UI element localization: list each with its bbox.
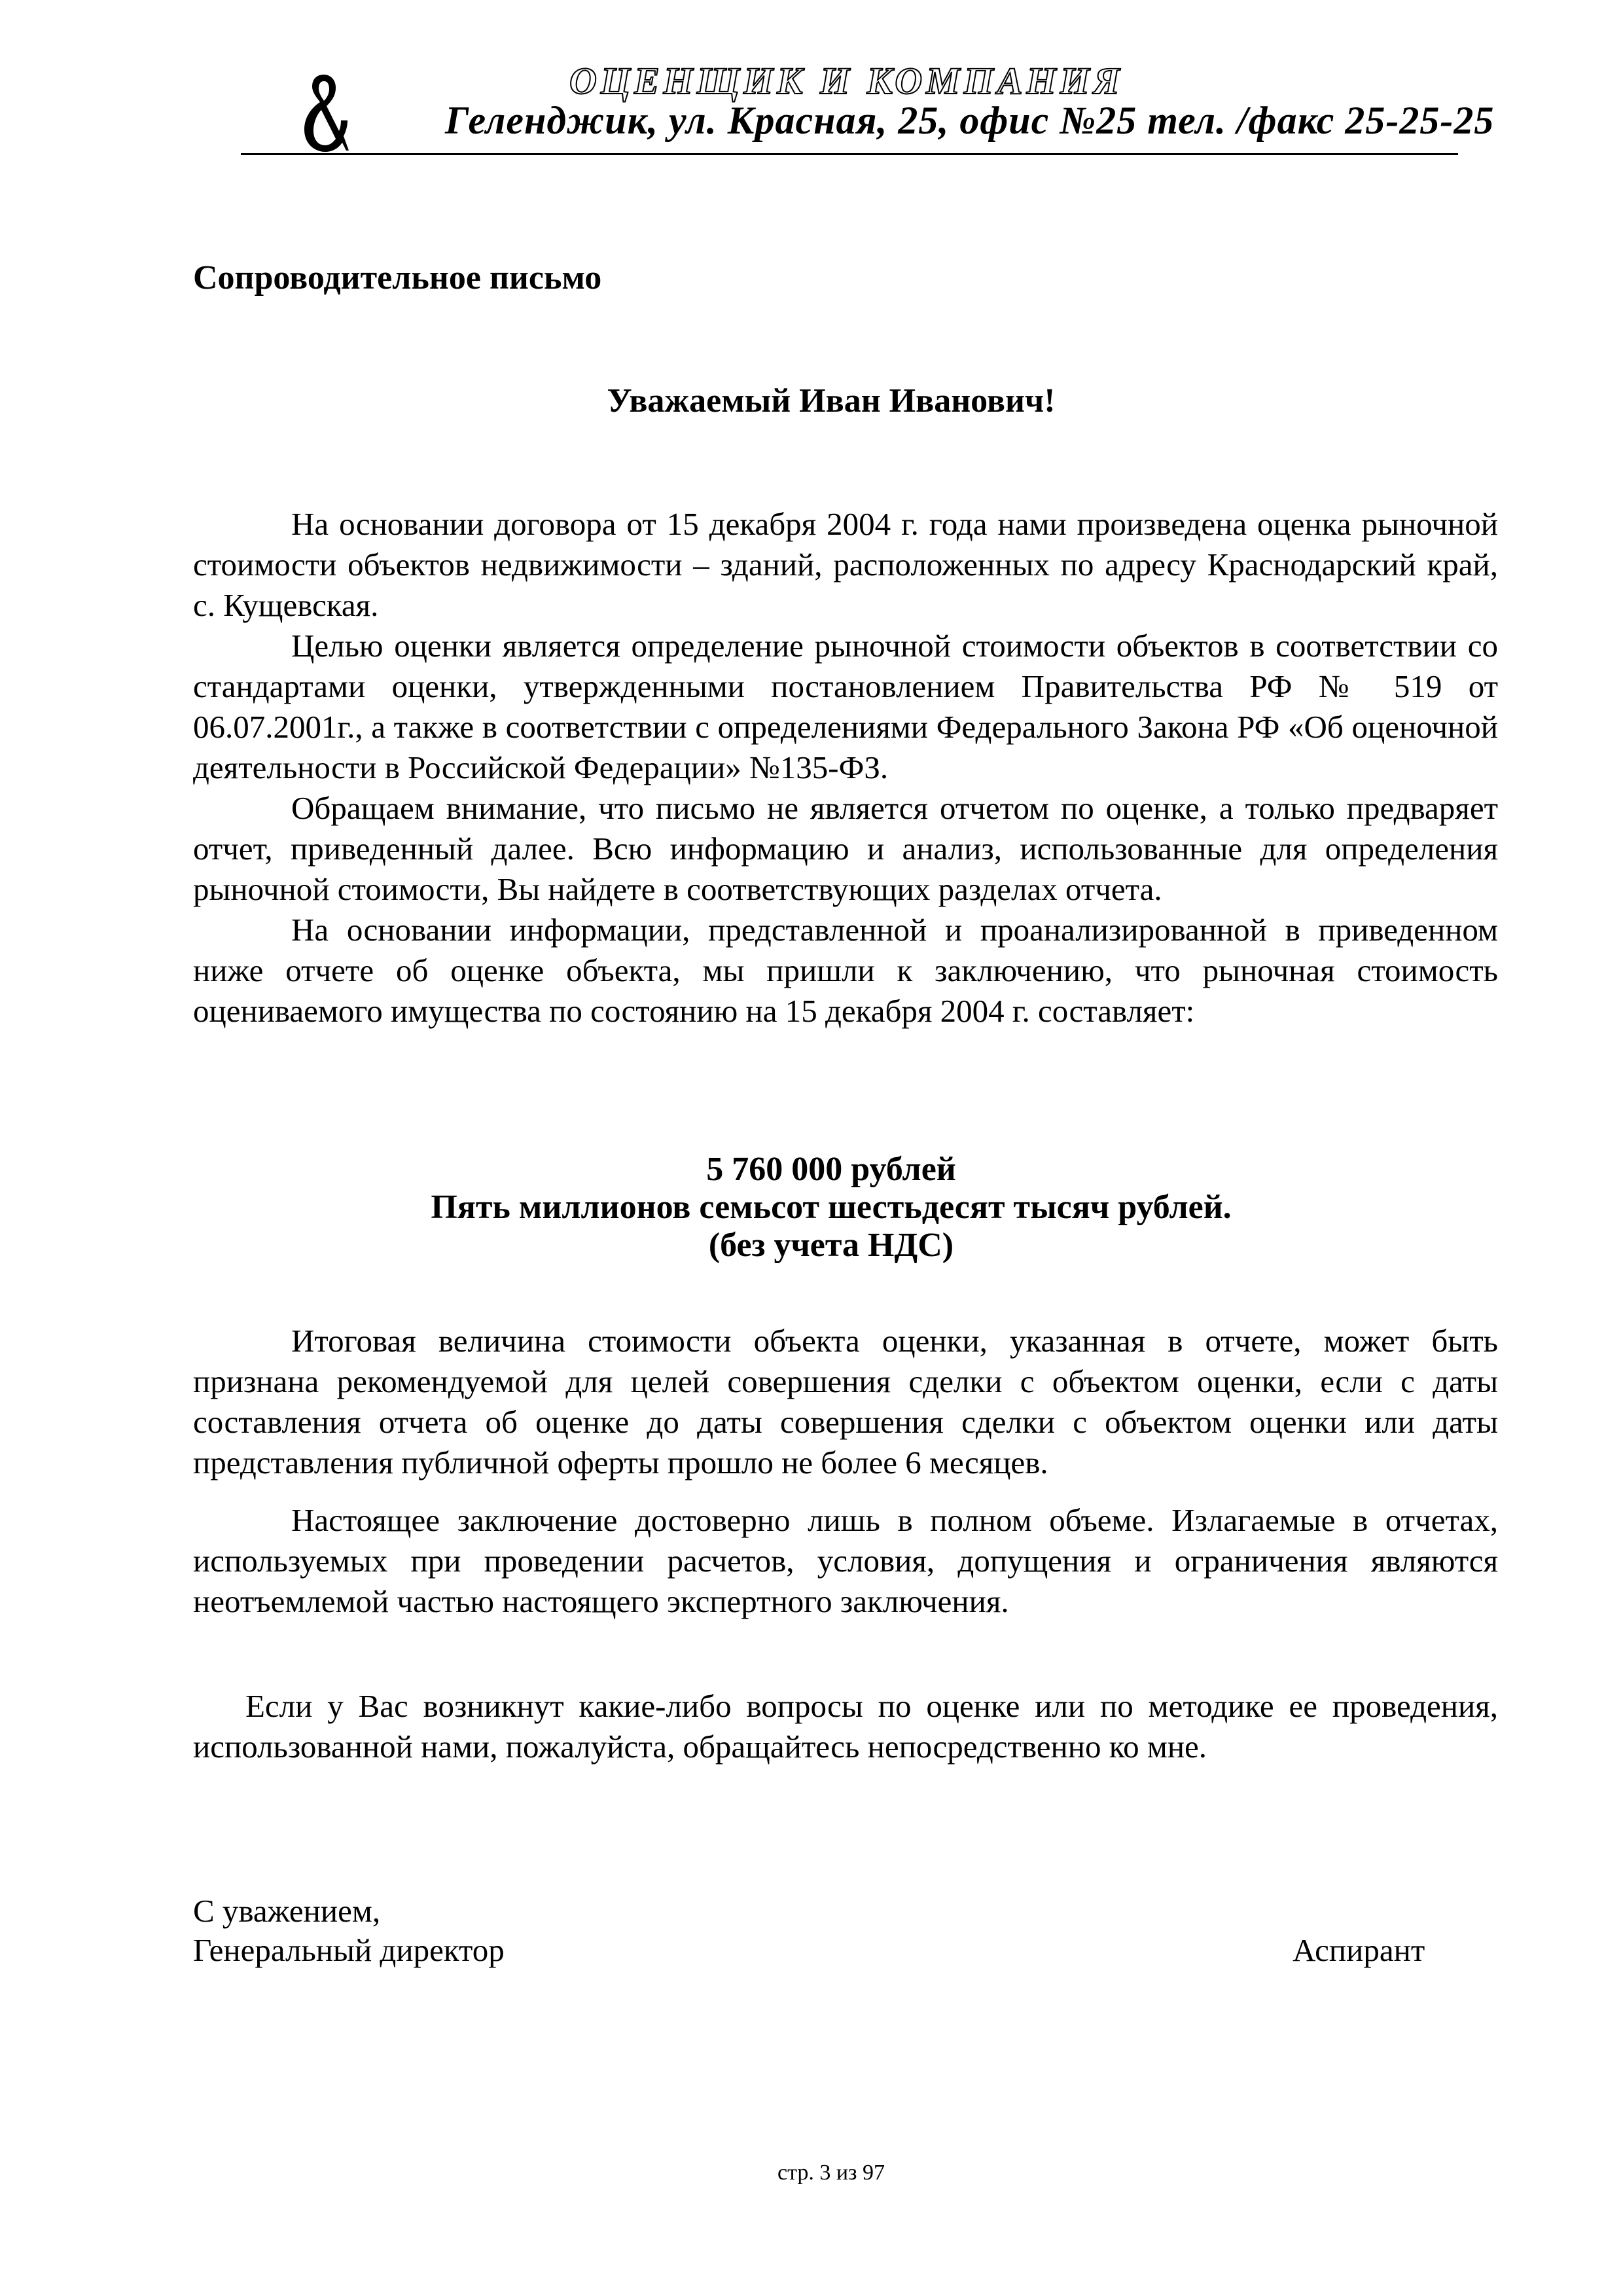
conclusion-paragraphs [193, 1321, 1498, 1622]
company-address: Геленджик, ул. Красная, 25, офис №25 тел. /факс 25-25-25 [445, 99, 1495, 142]
document-title: Сопроводительное письмо [193, 259, 602, 296]
paragraph: Итоговая величина стоимости объекта оценки, указанная в отчете, может быть признана рекомендуемой для целей совершения сделки с объектом оценки, если с даты составления отчета об оценке до даты совершения сделки с объектом оценки или даты представления публичной оферты прошло не более 6 месяцев. [193, 1323, 1498, 1480]
greeting: Уважаемый Иван Иванович! [607, 382, 1056, 420]
amount-figure: 5 760 000 рублей [706, 1151, 956, 1188]
page-number: стр. 3 из 97 [777, 2161, 885, 2185]
valuation-amount [0, 1151, 1623, 1265]
paragraph: На основании информации, представленной и проанализированной в приведенном ниже отчете об оценке объекта, мы пришли к заключению, что рыночная стоимость оцениваемого имущества по состоянию на 15 декабря 2004 г. составляет: [193, 912, 1498, 1029]
closing [193, 1892, 505, 1970]
signer-name: Аспирант [1293, 1932, 1425, 1968]
header-divider [241, 153, 1458, 155]
questions-block [193, 1686, 1498, 1767]
paragraph: На основании договора от 15 декабря 2004 г. года нами произведена оценка рыночной стоимости объектов недвижимости – зданий, расположенных по адресу Краснодарский край, с. Кущевская. [193, 506, 1498, 623]
closing-position: Генеральный директор [193, 1932, 505, 1968]
ampersand-icon [298, 71, 350, 156]
company-name: ОЦЕНЩИК И КОМПАНИЯ [569, 60, 1124, 102]
closing-regards: С уважением, [193, 1893, 381, 1929]
amount-note: (без учета НДС) [708, 1227, 954, 1264]
paragraph: Настоящее заключение достоверно лишь в полном объеме. Излагаемые в отчетах, используемых при проведении расчетов, условия, допущения и ограничения являются неотъемлемой частью настоящего экспертного заключения. [193, 1502, 1498, 1619]
questions-paragraph: Если у Вас возникнут какие-либо вопросы по оценке или по методике ее проведения, использованной нами, пожалуйста, обращайтесь непосредственно ко мне. [193, 1688, 1498, 1765]
amount-words: Пять миллионов семьсот шестьдесят тысяч рублей. [431, 1189, 1232, 1226]
paragraph: Обращаем внимание, что письмо не является отчетом по оценке, а только предваряет отчет, приведенный далее. Всю информацию и анализ, использованные для определения рыночной стоимости, Вы найдете в соответствующих разделах отчета. [193, 790, 1498, 907]
paragraph: Целью оценки является определение рыночной стоимости объектов в соответствии со стандартами оценки, утвержденными постановлением Правительства РФ № 519 от 06.07.2001г., а также в соответствии с определениями Федерального Закона РФ «Об оценочной деятельности в Российской Федерации» №135-ФЗ. [193, 628, 1498, 785]
body-paragraphs [193, 504, 1498, 1031]
